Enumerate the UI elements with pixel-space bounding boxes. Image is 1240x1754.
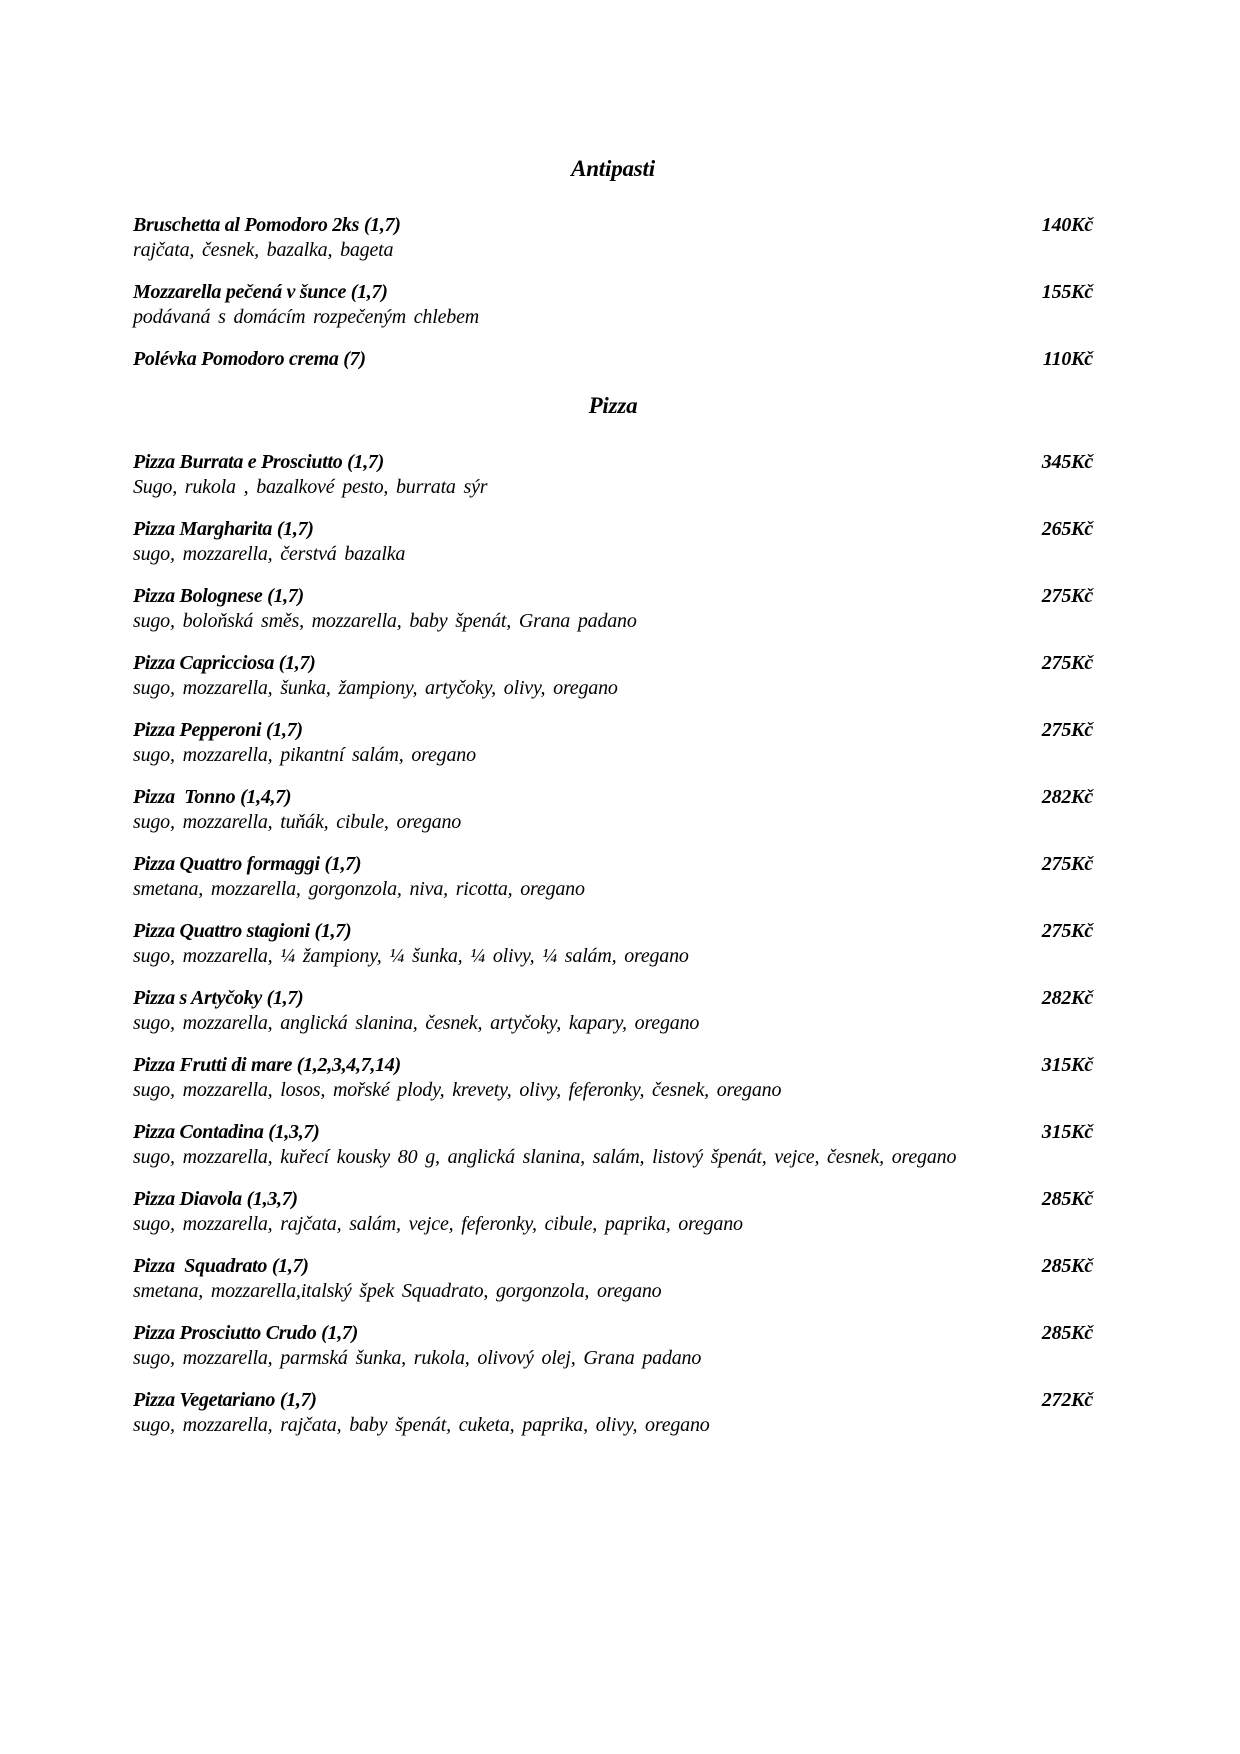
section-title: Antipasti — [571, 156, 655, 181]
item-head — [133, 919, 1093, 944]
item-head — [133, 785, 1093, 810]
item-name: Pizza Vegetariano (1,7) — [133, 1389, 317, 1411]
item-name: Pizza Prosciutto Crudo (1,7) — [133, 1322, 358, 1344]
item-name: Bruschetta al Pomodoro 2ks (1,7) — [133, 214, 401, 236]
item-head — [133, 1388, 1093, 1413]
item-description: sugo, mozzarella, ¼ žampiony, ¼ šunka, ¼ olivy, ¼ salám, oregano — [133, 945, 689, 967]
item-name: Pizza Frutti di mare (1,2,3,4,7,14) — [133, 1054, 401, 1076]
section — [133, 392, 1093, 1438]
item-head — [133, 347, 1093, 372]
item-name: Mozzarella pečená v šunce (1,7) — [133, 281, 388, 303]
item-head — [133, 584, 1093, 609]
item-description: sugo, mozzarella, parmská šunka, rukola, olivový olej, Grana padano — [133, 1347, 702, 1369]
menu-item — [133, 852, 1093, 902]
menu-item — [133, 347, 1093, 372]
item-description: sugo, boloňská směs, mozzarella, baby špenát, Grana padano — [133, 610, 637, 632]
item-description: sugo, mozzarella, rajčata, salám, vejce, feferonky, cibule, paprika, oregano — [133, 1213, 743, 1235]
item-description: sugo, mozzarella, čerstvá bazalka — [133, 543, 406, 565]
section-items — [133, 450, 1093, 1438]
menu-item — [133, 1053, 1093, 1103]
item-price: 275Kč — [1041, 853, 1093, 875]
menu-item — [133, 1254, 1093, 1304]
item-description: sugo, mozzarella, tuňák, cibule, oregano — [133, 811, 462, 833]
item-price: 275Kč — [1041, 920, 1093, 942]
item-head — [133, 852, 1093, 877]
item-price: 285Kč — [1041, 1255, 1093, 1277]
item-head — [133, 1120, 1093, 1145]
menu-item — [133, 584, 1093, 634]
menu-item — [133, 785, 1093, 835]
item-head — [133, 986, 1093, 1011]
item-name: Pizza Contadina (1,3,7) — [133, 1121, 320, 1143]
item-description: sugo, mozzarella, pikantní salám, oregano — [133, 744, 476, 766]
item-description: sugo, mozzarella, kuřecí kousky 80 g, anglická slanina, salám, listový špenát, vejce, česnek, oregano — [133, 1146, 957, 1168]
item-head — [133, 1254, 1093, 1279]
item-head — [133, 517, 1093, 542]
item-price: 275Kč — [1041, 652, 1093, 674]
item-head — [133, 651, 1093, 676]
item-head — [133, 1321, 1093, 1346]
item-head — [133, 450, 1093, 475]
item-description: sugo, mozzarella, šunka, žampiony, artyčoky, olivy, oregano — [133, 677, 618, 699]
item-name: Pizza Pepperoni (1,7) — [133, 719, 303, 741]
item-description: smetana, mozzarella, gorgonzola, niva, ricotta, oregano — [133, 878, 585, 900]
item-head — [133, 718, 1093, 743]
item-description: sugo, mozzarella, losos, mořské plody, krevety, olivy, feferonky, česnek, oregano — [133, 1079, 782, 1101]
menu-item — [133, 919, 1093, 969]
item-price: 265Kč — [1041, 518, 1093, 540]
item-name: Pizza s Artyčoky (1,7) — [133, 987, 304, 1009]
item-name: Pizza Squadrato (1,7) — [133, 1255, 309, 1277]
section-items — [133, 213, 1093, 372]
item-description: smetana, mozzarella,italský špek Squadrato, gorgonzola, oregano — [133, 1280, 662, 1302]
item-name: Pizza Capricciosa (1,7) — [133, 652, 316, 674]
item-name: Pizza Quattro stagioni (1,7) — [133, 920, 352, 942]
section-title: Pizza — [588, 393, 638, 418]
item-price: 110Kč — [1042, 348, 1093, 370]
item-name: Pizza Diavola (1,3,7) — [133, 1188, 298, 1210]
item-name: Pizza Bolognese (1,7) — [133, 585, 304, 607]
item-description: sugo, mozzarella, anglická slanina, česnek, artyčoky, kapary, oregano — [133, 1012, 700, 1034]
item-price: 275Kč — [1041, 719, 1093, 741]
item-price: 282Kč — [1041, 987, 1093, 1009]
item-name: Pizza Tonno (1,4,7) — [133, 786, 292, 808]
item-name: Pizza Burrata e Prosciutto (1,7) — [133, 451, 384, 473]
item-head — [133, 1187, 1093, 1212]
item-description: Sugo, rukola , bazalkové pesto, burrata sýr — [133, 476, 488, 498]
section — [133, 155, 1093, 372]
item-price: 285Kč — [1041, 1322, 1093, 1344]
menu-item — [133, 1321, 1093, 1371]
item-name: Pizza Quattro formaggi (1,7) — [133, 853, 362, 875]
item-price: 282Kč — [1041, 786, 1093, 808]
menu-item — [133, 1120, 1093, 1170]
item-head — [133, 1053, 1093, 1078]
menu-item — [133, 986, 1093, 1036]
menu-item — [133, 1388, 1093, 1438]
item-price: 315Kč — [1041, 1054, 1093, 1076]
item-name: Pizza Margharita (1,7) — [133, 518, 314, 540]
menu-item — [133, 651, 1093, 701]
item-description: sugo, mozzarella, rajčata, baby špenát, cuketa, paprika, olivy, oregano — [133, 1414, 710, 1436]
item-price: 140Kč — [1041, 214, 1093, 236]
item-price: 285Kč — [1041, 1188, 1093, 1210]
menu-item — [133, 1187, 1093, 1237]
menu-item — [133, 213, 1093, 263]
menu-sections — [133, 155, 1093, 1438]
item-price: 345Kč — [1041, 451, 1093, 473]
item-head — [133, 280, 1093, 305]
menu-item — [133, 718, 1093, 768]
item-price: 275Kč — [1041, 585, 1093, 607]
menu-item — [133, 517, 1093, 567]
item-price: 272Kč — [1041, 1389, 1093, 1411]
item-description: podávaná s domácím rozpečeným chlebem — [133, 306, 479, 328]
item-name: Polévka Pomodoro crema (7) — [133, 348, 366, 370]
item-price: 315Kč — [1041, 1121, 1093, 1143]
item-description: rajčata, česnek, bazalka, bageta — [133, 239, 394, 261]
item-head — [133, 213, 1093, 238]
menu-item — [133, 450, 1093, 500]
menu-item — [133, 280, 1093, 330]
item-price: 155Kč — [1041, 281, 1093, 303]
